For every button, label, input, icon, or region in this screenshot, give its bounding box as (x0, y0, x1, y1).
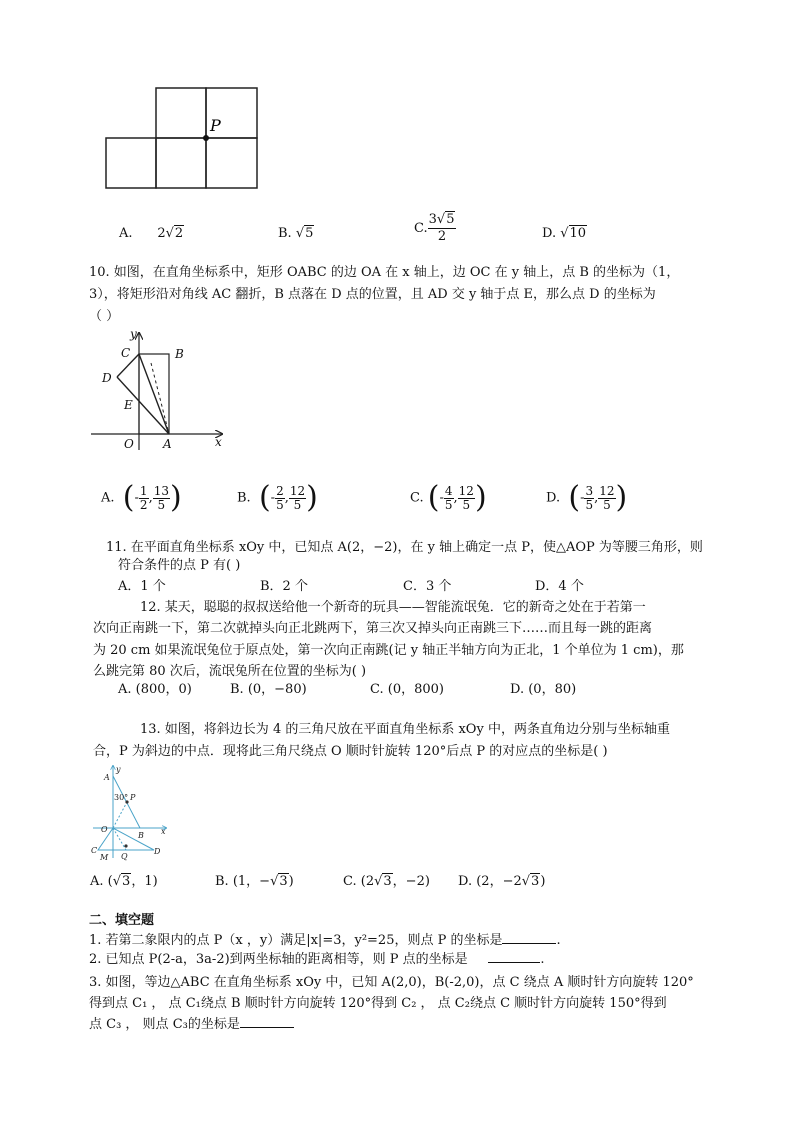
q11-stem-line2: 符合条件的点 P 有( ) (118, 558, 241, 573)
label-p: P (210, 116, 221, 135)
q12-stem-line1: 12. 某天，聪聪的叔叔送给他一个新奇的玩具——智能流氓兔．它的新奇之处在于若第一 (140, 600, 646, 615)
q10-fold-figure (88, 327, 228, 452)
q12-option-b: B. (0，−80) (230, 682, 307, 697)
label-d: D (102, 371, 112, 385)
label-p: P (130, 793, 136, 802)
q10-stem-line3: （ ） (89, 309, 120, 324)
label-q: Q (121, 852, 128, 861)
q13-option-b: B. (1，−√3) (215, 874, 294, 889)
answer-blank (240, 1027, 294, 1028)
label-e: E (124, 398, 133, 412)
grid-square (106, 138, 156, 188)
q12-option-a: A. (800，0) (118, 682, 192, 697)
label-a: A (163, 437, 172, 451)
segment-op (113, 802, 127, 828)
q10-stem-line2: 3），将矩形沿对角线 AC 翻折，B 点落在 D 点的位置，且 AD 交 y 轴于点 E，那么点 D 的坐标为 (89, 287, 656, 302)
label-a: A (104, 773, 110, 782)
answer-blank (488, 962, 540, 963)
q12-option-c: C. (0，800) (370, 682, 444, 697)
q13-stem-line1: 13. 如图，将斜边长为 4 的三角尺放在平面直角坐标系 xOy 中，两条直角边分别与坐标轴重 (140, 722, 670, 737)
point-p (203, 135, 209, 141)
label-angle: 30° (114, 793, 129, 802)
q10-option-c: C. (- $\frac{4}{5}$ , $\frac{12}{5}$ ) (410, 480, 487, 515)
label-y: y (116, 765, 121, 774)
grid-square (156, 88, 206, 138)
q10-stem-line1: 10. 如图，在直角坐标系中，矩形 OABC 的边 OA 在 x 轴上，边 OC 在 y 轴上，点 B 的坐标为（1， (89, 265, 680, 280)
q13-option-d: D. (2，−2√3) (458, 874, 546, 889)
q12-stem-line2: 次向正南跳一下，第二次就掉头向正北跳两下，第三次又掉头向正南跳三下……而且每一跳的距离 (93, 621, 653, 636)
q10-option-d: D. (- $\frac{3}{5}$ , $\frac{12}{5}$ ) (546, 480, 628, 515)
grid-square (206, 138, 257, 188)
q12-stem-line3: 为 20 cm 如果流氓兔位于原点处，第一次向正南跳(记 y 轴正半轴方向为正北，1 个单位为 1 cm)，那 (93, 643, 684, 658)
q13-rotation-figure (88, 762, 170, 862)
q11-option-d: D．4 个 (535, 579, 584, 594)
q9-option-c: C. $\frac{3√5}{2}$ (414, 212, 455, 244)
q11-option-b: B．2 个 (260, 579, 308, 594)
q11-stem-line1: 11. 在平面直角坐标系 xOy 中，已知点 A(2，−2)，在 y 轴上确定一点 P，使△AOP 为等腰三角形，则 (106, 540, 703, 555)
grid-square (156, 138, 206, 188)
label-x: x (215, 435, 222, 449)
label-y: y (130, 327, 137, 341)
q9-grid-figure (100, 82, 270, 194)
q13-option-c: C. (2√3，−2) (343, 874, 430, 889)
q11-option-c: C．3 个 (403, 579, 452, 594)
label-b: B (175, 347, 184, 361)
label-c: C (121, 346, 131, 360)
q9-option-d: D. √10 (542, 226, 587, 241)
fill-q3-line1: 3. 如图，等边△ABC 在直角坐标系 xOy 中，已知 A(2,0)，B(-2,0)，点 C 绕点 A 顺时针方向旋转 120° (89, 975, 694, 990)
fill-q2: 2. 已知点 P(2-a，3a-2)到两坐标轴的距离相等，则 P 点的坐标是 . (89, 952, 545, 967)
label-o: O (124, 437, 134, 451)
q9-option-b: B. √5 (278, 226, 314, 241)
q12-stem-line4: 么跳完第 80 次后，流氓兔所在位置的坐标为( ) (93, 664, 367, 679)
answer-blank (502, 943, 556, 944)
label-x: x (161, 827, 166, 836)
label-o: O (101, 825, 108, 834)
label-d: D (154, 847, 161, 856)
q13-option-a: A. (√3，1) (90, 874, 158, 889)
point-q (124, 844, 127, 847)
q12-option-d: D. (0，80) (510, 682, 577, 697)
diagonal-ac (139, 354, 169, 434)
q13-stem-line2: 合，P 为斜边的中点．现将此三角尺绕点 O 顺时针旋转 120°后点 P 的对应点的坐标是( ) (93, 744, 608, 759)
q10-option-a: A. (- $\frac{1}{2}$ , $\frac{13}{5}$ ) (101, 480, 182, 515)
q9-option-a: A. 2√2 (119, 226, 184, 241)
q11-option-a: A．1 个 (118, 579, 166, 594)
fill-q1: 1. 若第二象限内的点 P（x ，y）满足|x|=3，y²=25，则点 P 的坐标是 . (89, 933, 561, 948)
section2-title: 二、填空题 (89, 913, 155, 928)
label-c: C (91, 846, 98, 855)
label-m: M (100, 853, 109, 862)
q10-option-b: B. (- $\frac{2}{5}$ , $\frac{12}{5}$ ) (237, 480, 318, 515)
label-b: B (138, 831, 144, 840)
fill-q3-line3: 点 C₃ ， 则点 C₃的坐标是 (89, 1017, 294, 1033)
fill-q3-line2: 得到点 C₁ ， 点 C₁绕点 B 顺时针方向旋转 120°得到 C₂ ， 点 C₂绕点 C 顺时针方向旋转 150°得到 (89, 996, 667, 1011)
